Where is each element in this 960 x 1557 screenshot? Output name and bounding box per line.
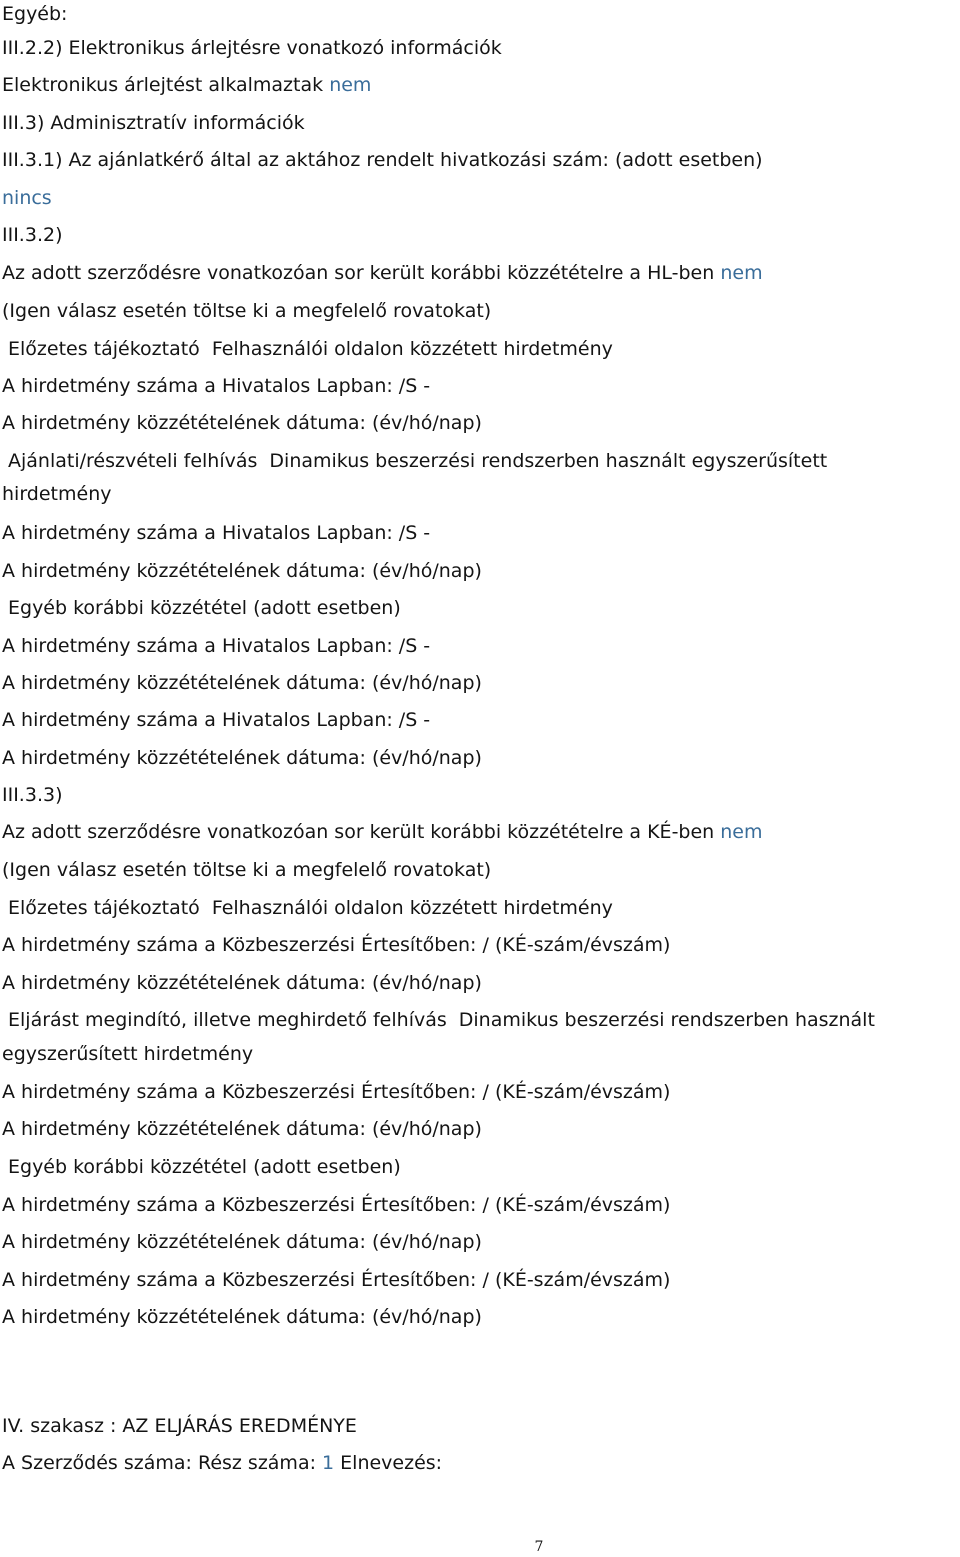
part-number-value: 1 [322, 1452, 335, 1474]
ke-prior-info-row [8, 896, 613, 920]
contract-name-label: Elnevezés: [340, 1452, 443, 1474]
section-iii-3-heading: III.3) Adminisztratív információk [2, 112, 305, 134]
ke-fill-note: (Igen válasz esetén töltse ki a megfelelő rovatokat) [2, 859, 492, 881]
contract-number-label: A Szerződés száma: Rész száma: [2, 1452, 316, 1474]
electronic-auction-answer: nem [329, 74, 372, 96]
section-iii-3-3-heading: III.3.3) [2, 784, 63, 806]
hl-notice-date-2: A hirdetmény közzétételének dátuma: (év/hó/nap) [2, 560, 482, 582]
hl-notice-date-4: A hirdetmény közzétételének dátuma: (év/hó/nap) [2, 747, 482, 769]
ke-prior-publication-question: Az adott szerződésre vonatkozóan sor került korábbi közzétételre a KÉ-ben [2, 821, 715, 843]
ke-call-label: Eljárást megindító, illetve meghirdető felhívás [8, 1009, 447, 1031]
hl-prior-info-label: Előzetes tájékoztató [8, 338, 200, 360]
section-iii-3-1-question: III.3.1) Az ajánlatkérő által az aktához rendelt hivatkozási szám: (adott esetben) [2, 149, 763, 171]
ke-notice-date-1: A hirdetmény közzétételének dátuma: (év/hó/nap) [2, 972, 482, 994]
hl-dps-label: Dinamikus beszerzési rendszerben használt egyszerűsített [269, 450, 828, 472]
ke-prior-info-label: Előzetes tájékoztató [8, 897, 200, 919]
ke-notice-number-3: A hirdetmény száma a Közbeszerzési Értesítőben: / (KÉ-szám/évszám) [2, 1194, 671, 1216]
ke-notice-number-4: A hirdetmény száma a Közbeszerzési Értesítőben: / (KÉ-szám/évszám) [2, 1269, 671, 1291]
section-iii-3-1-answer: nincs [2, 187, 52, 209]
section-iii-2-2-heading: III.2.2) Elektronikus árlejtésre vonatkozó információk [2, 37, 502, 59]
page-number: 7 [534, 1539, 544, 1555]
hl-other-publication-label: Egyéb korábbi közzététel (adott esetben) [8, 597, 401, 619]
ke-buyer-profile-label: Felhasználói oldalon közzétett hirdetmény [211, 897, 613, 919]
ke-dps-label: Dinamikus beszerzési rendszerben használt [458, 1009, 875, 1031]
hl-prior-publication-row [2, 261, 763, 285]
hl-call-row [8, 449, 827, 473]
hl-notice-number-3: A hirdetmény száma a Hivatalos Lapban: /S - [2, 635, 431, 657]
hl-notice-number-4: A hirdetmény száma a Hivatalos Lapban: /S - [2, 709, 431, 731]
hl-buyer-profile-label: Felhasználói oldalon közzétett hirdetmény [211, 338, 613, 360]
ke-notice-number-2: A hirdetmény száma a Közbeszerzési Értesítőben: / (KÉ-szám/évszám) [2, 1081, 671, 1103]
egyeb-header: Egyéb: [2, 3, 68, 25]
hl-fill-note: (Igen válasz esetén töltse ki a megfelelő rovatokat) [2, 300, 492, 322]
hl-notice-date-3: A hirdetmény közzétételének dátuma: (év/hó/nap) [2, 672, 482, 694]
section-iv-heading: IV. szakasz : AZ ELJÁRÁS EREDMÉNYE [2, 1415, 357, 1437]
hl-notice-number-2: A hirdetmény száma a Hivatalos Lapban: /S - [2, 522, 431, 544]
ke-notice-date-3: A hirdetmény közzétételének dátuma: (év/hó/nap) [2, 1231, 482, 1253]
electronic-auction-question: Elektronikus árlejtést alkalmaztak [2, 74, 324, 96]
hl-notice-date-1: A hirdetmény közzétételének dátuma: (év/hó/nap) [2, 412, 482, 434]
contract-row [2, 1451, 442, 1475]
ke-dps-label-cont: egyszerűsített hirdetmény [2, 1043, 254, 1065]
hl-notice-number-1: A hirdetmény száma a Hivatalos Lapban: /S - [2, 375, 431, 397]
ke-call-row [8, 1008, 875, 1032]
hl-call-label: Ajánlati/részvételi felhívás [8, 450, 258, 472]
electronic-auction-row [2, 73, 371, 97]
hl-prior-publication-answer: nem [720, 262, 763, 284]
section-iii-3-2-heading: III.3.2) [2, 224, 63, 246]
ke-notice-date-2: A hirdetmény közzétételének dátuma: (év/hó/nap) [2, 1118, 482, 1140]
hl-dps-label-cont: hirdetmény [2, 483, 112, 505]
hl-prior-info-row [8, 337, 613, 361]
ke-other-publication-label: Egyéb korábbi közzététel (adott esetben) [8, 1156, 401, 1178]
hl-prior-publication-question: Az adott szerződésre vonatkozóan sor került korábbi közzétételre a HL-ben [2, 262, 715, 284]
ke-notice-date-4: A hirdetmény közzétételének dátuma: (év/hó/nap) [2, 1306, 482, 1328]
ke-prior-publication-row [2, 820, 763, 844]
ke-notice-number-1: A hirdetmény száma a Közbeszerzési Értesítőben: / (KÉ-szám/évszám) [2, 934, 671, 956]
ke-prior-publication-answer: nem [720, 821, 763, 843]
